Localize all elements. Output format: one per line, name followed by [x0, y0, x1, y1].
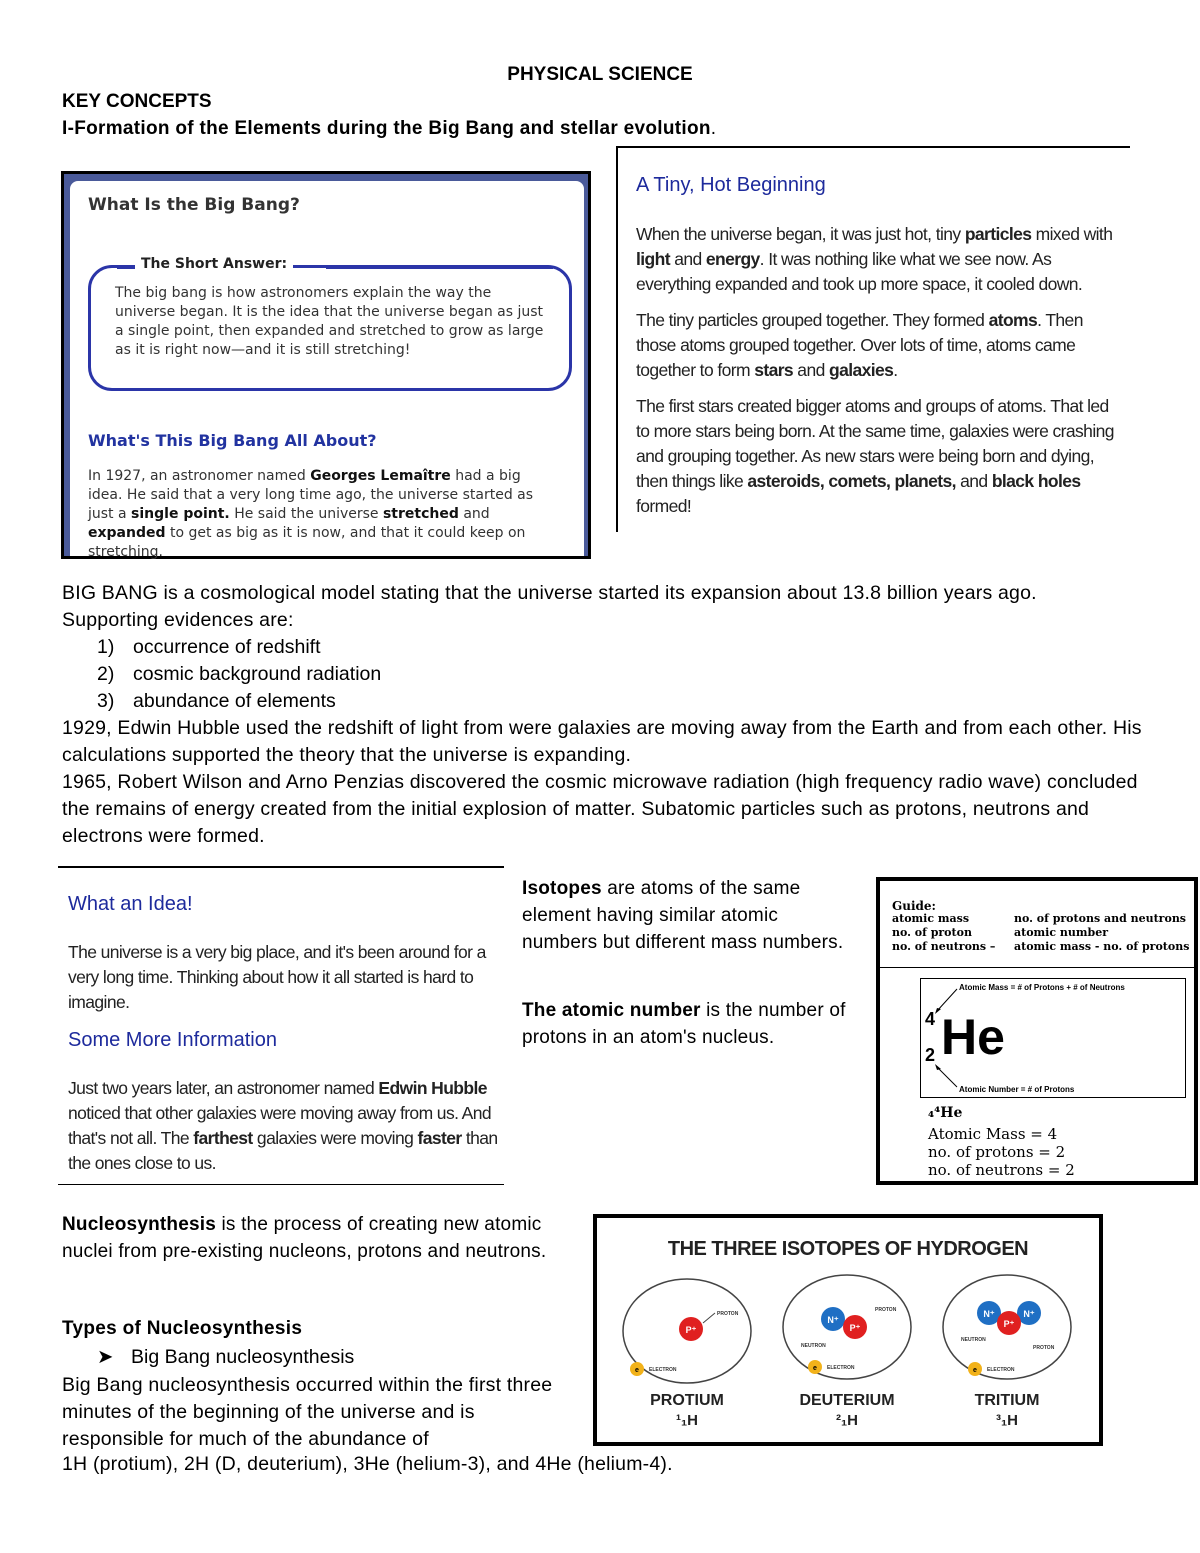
document-title: PHYSICAL SCIENCE — [507, 64, 693, 85]
svg-text:P⁺: P⁺ — [685, 1325, 697, 1335]
atomic-number-definition: The atomic number is the number of protons in an atom's nucleus. — [522, 1000, 846, 1048]
atomic-guide-figure — [876, 877, 1198, 1185]
figure-paragraph: In 1927, an astronomer named Georges Lemaître had a big idea. He said that a very long time ago, the universe started as just a single point. He said the universe stretched and expanded to get as big as it is now, and that it could keep on stretching. — [88, 468, 534, 560]
divider — [58, 1184, 504, 1185]
svg-text:e: e — [813, 1365, 817, 1372]
helium-values: Atomic Mass = 4 no. of protons = 2 no. of neutrons = 2 — [928, 1125, 1075, 1179]
isotopes-definition: Isotopes are atoms of the same element having similar atomic numbers but different mass numbers. — [522, 878, 844, 953]
svg-text:P⁺: P⁺ — [849, 1323, 861, 1333]
svg-text:NEUTRON: NEUTRON — [801, 1343, 826, 1349]
isotope-symbol: ²₁H — [835, 1412, 859, 1429]
svg-text:e: e — [635, 1367, 639, 1374]
figure-border-top — [618, 146, 1130, 148]
evidence-item: 3) abundance of elements — [97, 690, 336, 712]
short-answer-text: The big bang is how astronomers explain the way the universe began. It is the idea that the universe began as just a single point, then expanded and stretched to grow as large as it is right now—and it is still stretching! — [115, 285, 544, 358]
types-heading: Types of Nucleosynthesis — [62, 1318, 303, 1339]
element-symbol: He — [941, 1009, 1005, 1065]
svg-text:NEUTRON: NEUTRON — [961, 1337, 986, 1343]
evidence-item: 1) occurrence of redshift — [97, 636, 321, 658]
tiny-paragraph-3: The first stars created bigger atoms and groups of atoms. That led to more stars being born. At the same time, galaxies were crashing and grouping together. As new stars were being born and dying, then things like asteroids, comets, planets, and black holes formed! — [636, 396, 1114, 516]
key-concepts-heading: KEY CONCEPTS — [62, 91, 212, 112]
bullet-item: ➤ Big Bang nucleosynthesis — [97, 1346, 355, 1368]
helium-notation: ₄⁴He — [928, 1105, 963, 1121]
short-answer-label: The Short Answer: — [135, 256, 293, 272]
divider — [58, 866, 504, 868]
isotope-name: TRITIUM — [974, 1392, 1040, 1409]
guide-values: no. of protons and neutrons atomic number atomic mass - no. of protons — [1014, 912, 1190, 953]
nuclei-list: 1H (protium), 2H (D, deuterium), 3He (helium-3), and 4He (helium-4). — [62, 1453, 673, 1475]
section-heading: I-Formation of the Elements during the Big Bang and stellar evolution. — [62, 118, 717, 139]
figure-subheading: What's This Big Bang All About? — [88, 431, 377, 450]
idea-heading: What an Idea! — [68, 893, 193, 915]
svg-text:ELECTRON: ELECTRON — [649, 1367, 677, 1373]
isotope-name: DEUTERIUM — [799, 1392, 895, 1409]
mass-number: 4 — [925, 1009, 936, 1029]
more-info-paragraph: Just two years later, an astronomer named Edwin Hubble noticed that other galaxies were moving away from us. And that's not all. The farthest galaxies were moving faster than the ones close to us. — [68, 1078, 498, 1173]
hubble-paragraph: 1929, Edwin Hubble used the redshift of light from were galaxies are moving away from the Earth and from each other. His calculations supported the theory that the universe is expanding. — [62, 717, 1142, 766]
divider — [880, 967, 1198, 968]
isotope-name: PROTIUM — [650, 1392, 724, 1409]
svg-text:PROTON: PROTON — [1033, 1345, 1055, 1351]
svg-text:N⁺: N⁺ — [983, 1309, 995, 1319]
tiny-beginning-heading: A Tiny, Hot Beginning — [636, 174, 826, 196]
svg-text:PROTON: PROTON — [875, 1307, 897, 1313]
helium-diagram — [920, 978, 1186, 1098]
wilson-penzias-paragraph: 1965, Robert Wilson and Arno Penzias discovered the cosmic microwave radiation (high frequency radio wave) concluded the remains of energy created from the initial explosion of matter. Subatomic particles such as protons, neutrons and electrons were formed. — [62, 771, 1138, 847]
big-bang-figure — [61, 171, 591, 559]
tiny-paragraph-2: The tiny particles grouped together. They formed atoms. Then those atoms grouped together. Over lots of time, atoms came together to form stars and galaxies. — [636, 310, 1083, 380]
svg-text:P⁺: P⁺ — [1003, 1319, 1015, 1329]
idea-paragraph: The universe is a very big place, and it's been around for a very long time. Thinking about how it all started is hard to imagine. — [68, 942, 486, 1012]
guide-title: Guide: — [892, 899, 936, 913]
figure-title: THE THREE ISOTOPES OF HYDROGEN — [667, 1238, 1029, 1260]
nucleosynthesis-definition: Nucleosynthesis is the process of creating new atomic nuclei from pre-existing nucleons, protons and neutrons. — [62, 1214, 547, 1262]
figure-border-left — [616, 146, 618, 532]
svg-text:e: e — [973, 1367, 977, 1374]
atomic-number: 2 — [925, 1045, 936, 1065]
evidence-item: 2) cosmic background radiation — [97, 663, 382, 685]
isotope-symbol: ³₁H — [995, 1412, 1019, 1429]
more-info-heading: Some More Information — [68, 1029, 277, 1051]
isotope-symbol: ¹₁H — [675, 1412, 699, 1429]
hydrogen-isotopes-figure — [593, 1214, 1103, 1446]
nucleosynthesis-paragraph: Big Bang nucleosynthesis occurred within the first three minutes of the beginning of the universe and is responsible for much of the abundance of — [62, 1374, 553, 1450]
arrow-bullet-icon: ➤ — [97, 1346, 114, 1368]
svg-text:ELECTRON: ELECTRON — [987, 1367, 1015, 1373]
svg-text:N⁺: N⁺ — [1023, 1309, 1035, 1319]
figure-heading: What Is the Big Bang? — [88, 195, 300, 215]
atomic-mass-label: Atomic Mass = # of Protons + # of Neutrons — [959, 983, 1125, 992]
guide-keys: atomic mass no. of proton no. of neutrons – — [892, 912, 996, 953]
short-answer-box — [88, 256, 572, 391]
big-bang-definition: BIG BANG is a cosmological model stating that the universe started its expansion about 13.8 billion years ago. — [62, 582, 1037, 604]
isotope-atoms-diagram — [597, 1273, 1099, 1393]
svg-text:N⁺: N⁺ — [827, 1315, 839, 1325]
supporting-evidences-label: Supporting evidences are: — [62, 609, 294, 631]
tiny-paragraph-1: When the universe began, it was just hot, tiny particles mixed with light and energy. It was nothing like what we see now. As everything expanded and took up more space, it cooled down. — [636, 224, 1113, 294]
svg-text:ELECTRON: ELECTRON — [827, 1365, 855, 1371]
svg-text:PROTON: PROTON — [717, 1311, 739, 1317]
atomic-number-label: Atomic Number = # of Protons — [959, 1085, 1075, 1094]
